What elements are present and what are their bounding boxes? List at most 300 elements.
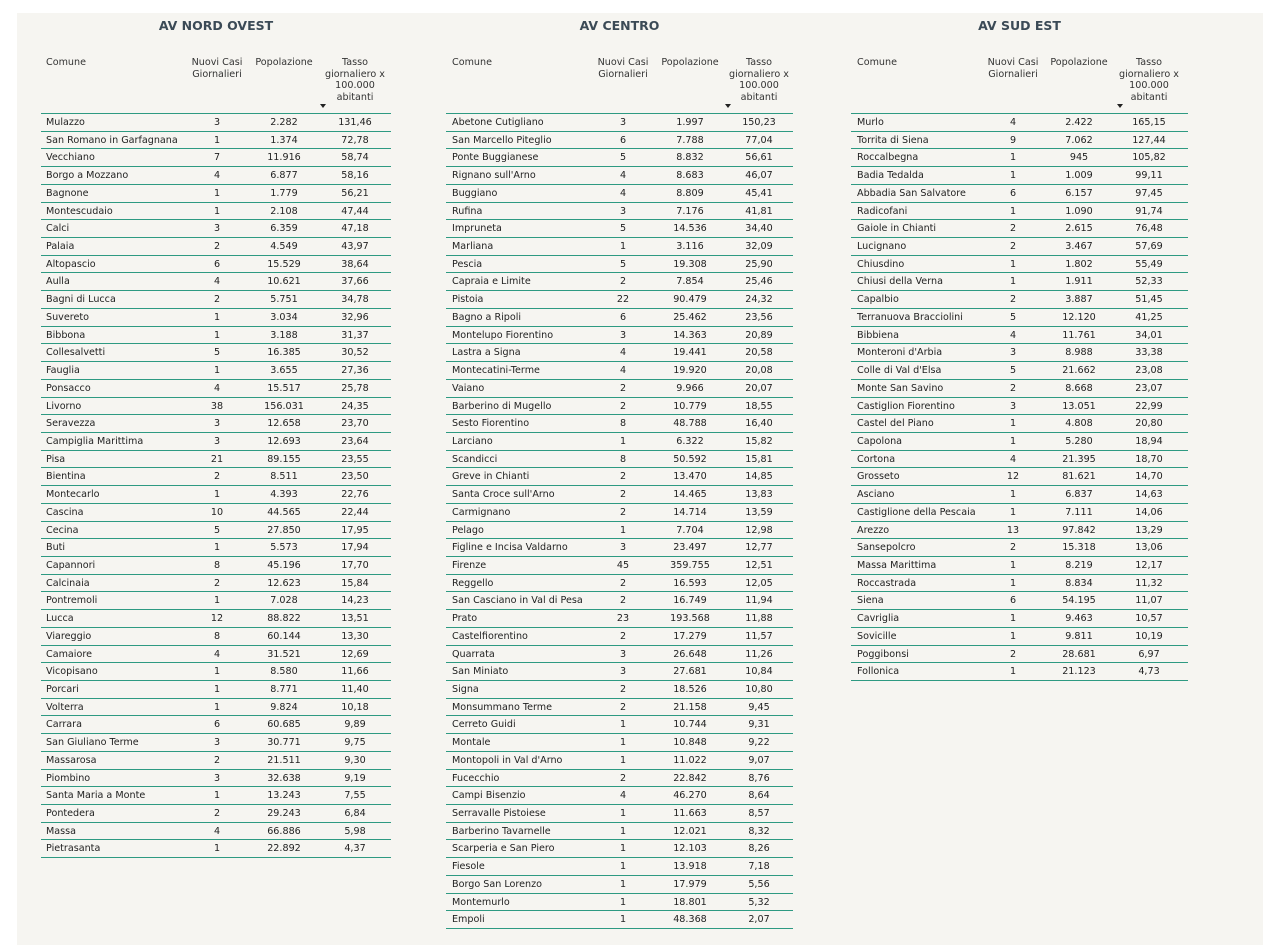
cell-comune: Calci [46,223,70,235]
cell-nuovi-casi: 3 [1009,347,1017,359]
cell-tasso: 11,57 [745,630,773,642]
cell-tasso: 37,66 [341,276,369,288]
cell-nuovi-casi: 3 [213,772,221,784]
cell-popolazione: 8.580 [270,666,298,678]
cell-comune: Suvereto [46,311,90,323]
cell-popolazione: 88.822 [267,613,301,625]
sort-desc-icon[interactable] [725,104,731,108]
table-row [851,415,1188,433]
cell-tasso: 5,98 [344,825,366,837]
header-tasso[interactable]: Tasso giornaliero x 100.000 abitanti [1119,57,1179,104]
cell-popolazione: 12.120 [1062,311,1096,323]
cell-popolazione: 90.479 [673,294,707,306]
table-row [41,787,391,805]
cell-comune: Abetone Cutigliano [452,117,544,128]
cell-tasso: 23,64 [341,435,369,447]
cell-tasso: 8,26 [748,843,770,855]
cell-nuovi-casi: 2 [213,471,221,483]
cell-nuovi-casi: 2 [619,400,627,412]
table-row [41,309,391,327]
cell-comune: Castelfiorentino [452,630,528,642]
table-row [446,628,793,646]
cell-nuovi-casi: 2 [213,754,221,766]
cell-popolazione: 14.465 [673,489,707,501]
cell-comune: Montemurlo [452,896,510,908]
cell-popolazione: 18.526 [673,684,707,695]
cell-comune: Signa [452,684,479,695]
cell-popolazione: 11.022 [673,754,707,766]
cell-tasso: 77,04 [745,134,773,146]
cell-comune: Poggibonsi [857,648,909,660]
cell-nuovi-casi: 5 [213,524,221,536]
cell-tasso: 14,06 [1135,506,1163,518]
cell-nuovi-casi: 6 [619,311,627,323]
cell-comune: Lucignano [857,241,907,253]
cell-nuovi-casi: 6 [213,258,221,270]
cell-nuovi-casi: 1 [213,684,221,695]
cell-popolazione: 8.771 [270,684,298,695]
cell-comune: Campi Bisenzio [452,790,526,802]
cell-tasso: 4,37 [344,843,366,855]
cell-tasso: 41,25 [1135,311,1163,323]
table-row [41,539,391,557]
table-row [446,149,793,167]
table-row [446,787,793,805]
cell-nuovi-casi: 2 [1009,223,1017,235]
cell-tasso: 23,56 [745,311,773,323]
cell-tasso: 11,94 [745,595,773,607]
table-row [41,486,391,504]
cell-tasso: 9,89 [344,719,366,731]
table-row [851,132,1188,150]
cell-tasso: 11,40 [341,684,369,695]
cell-popolazione: 3.467 [1065,241,1093,253]
table-row [41,770,391,788]
cell-popolazione: 7.854 [676,276,704,288]
table-row [446,309,793,327]
header-tasso[interactable]: Tasso giornaliero x 100.000 abitanti [729,57,789,104]
cell-tasso: 8,57 [748,808,770,820]
header-nuovi-casi: Nuovi Casi Giornalieri [597,57,649,80]
cell-comune: Castiglion Fiorentino [857,400,955,412]
table-row [851,114,1188,132]
cell-comune: Montelupo Fiorentino [452,329,554,341]
cell-nuovi-casi: 3 [619,117,627,128]
table-row [41,734,391,752]
cell-nuovi-casi: 1 [1009,506,1017,518]
cell-nuovi-casi: 3 [213,117,221,128]
cell-popolazione: 3.887 [1065,294,1093,306]
cell-tasso: 14,70 [1135,471,1163,483]
cell-tasso: 24,32 [745,294,773,306]
table-row [41,167,391,185]
table-row [41,344,391,362]
cell-comune: Rufina [452,205,483,217]
cell-comune: Murlo [857,117,884,128]
cell-popolazione: 7.062 [1065,134,1093,146]
cell-nuovi-casi: 5 [619,258,627,270]
table-row [446,486,793,504]
cell-comune: Montescudaio [46,205,113,217]
cell-tasso: 7,55 [344,790,366,802]
cell-tasso: 41,81 [745,205,773,217]
cell-nuovi-casi: 2 [213,241,221,253]
cell-popolazione: 15.517 [267,382,301,394]
cell-nuovi-casi: 1 [1009,489,1017,501]
cell-popolazione: 15.318 [1062,542,1096,554]
table-row [41,699,391,717]
cell-popolazione: 10.744 [673,719,707,731]
cell-popolazione: 60.685 [267,719,301,731]
table-row [446,451,793,469]
cell-comune: Montecarlo [46,489,100,501]
cell-nuovi-casi: 5 [619,223,627,235]
cell-nuovi-casi: 3 [213,737,221,749]
cell-nuovi-casi: 2 [213,577,221,589]
cell-popolazione: 21.662 [1062,365,1096,377]
table-row [851,238,1188,256]
cell-comune: Arezzo [857,524,890,536]
sort-desc-icon[interactable] [1117,104,1123,108]
cell-tasso: 34,78 [341,294,369,306]
cell-tasso: 12,77 [745,542,773,554]
cell-comune: Quarrata [452,648,495,660]
cell-popolazione: 14.536 [673,223,707,235]
table-row [446,185,793,203]
cell-nuovi-casi: 12 [1006,471,1020,483]
table-row [851,451,1188,469]
cell-popolazione: 11.916 [267,152,301,164]
cell-nuovi-casi: 2 [1009,294,1017,306]
cell-nuovi-casi: 1 [619,808,627,820]
cell-popolazione: 8.834 [1065,577,1093,589]
cell-tasso: 8,76 [748,772,770,784]
table-row [851,256,1188,274]
cell-popolazione: 1.374 [270,134,298,146]
table-row [446,167,793,185]
cell-tasso: 76,48 [1135,223,1163,235]
cell-popolazione: 18.801 [673,896,707,908]
cell-nuovi-casi: 2 [619,684,627,695]
cell-comune: Palaia [46,241,75,253]
cell-popolazione: 30.771 [267,737,301,749]
cell-popolazione: 50.592 [673,453,707,465]
cell-tasso: 15,81 [745,453,773,465]
cell-popolazione: 44.565 [267,506,301,518]
cell-comune: Montecatini-Terme [452,365,540,377]
cell-nuovi-casi: 1 [1009,630,1017,642]
header-tasso[interactable]: Tasso giornaliero x 100.000 abitanti [325,57,385,104]
table-row [851,309,1188,327]
cell-comune: Santa Maria a Monte [46,790,146,802]
cell-popolazione: 15.529 [267,258,301,270]
cell-tasso: 23,07 [1135,382,1163,394]
table-row [446,858,793,876]
sort-desc-icon[interactable] [320,104,326,108]
cell-comune: Calcinaia [46,577,90,589]
cell-comune: Vicopisano [46,666,98,678]
cell-tasso: 17,70 [341,559,369,571]
cell-comune: Sansepolcro [857,542,916,554]
cell-nuovi-casi: 2 [1009,648,1017,660]
cell-tasso: 127,44 [1132,134,1166,146]
table-row [446,327,793,345]
cell-nuovi-casi: 21 [210,453,224,465]
table-row [446,362,793,380]
cell-nuovi-casi: 1 [213,134,221,146]
cell-comune: Camaiore [46,648,92,660]
cell-popolazione: 29.243 [267,808,301,820]
cell-tasso: 91,74 [1135,205,1163,217]
cell-nuovi-casi: 1 [1009,205,1017,217]
cell-comune: Monteroni d'Arbia [857,347,943,359]
cell-tasso: 2,07 [748,914,770,926]
cell-popolazione: 2.615 [1065,223,1093,235]
cell-nuovi-casi: 2 [619,382,627,394]
cell-popolazione: 8.511 [270,471,298,483]
cell-tasso: 32,96 [341,311,369,323]
table-header [851,57,1188,113]
cell-tasso: 5,56 [748,878,770,890]
header-nuovi-casi: Nuovi Casi Giornalieri [191,57,243,80]
table-row [446,610,793,628]
cell-popolazione: 9.463 [1065,613,1093,625]
table-row [446,132,793,150]
cell-popolazione: 8.832 [676,152,704,164]
table-row [446,203,793,221]
table-body [851,114,1188,681]
cell-popolazione: 3.188 [270,329,298,341]
cell-popolazione: 7.176 [676,205,704,217]
cell-nuovi-casi: 13 [1006,524,1020,536]
cell-nuovi-casi: 1 [619,878,627,890]
cell-nuovi-casi: 1 [1009,170,1017,182]
cell-nuovi-casi: 1 [213,329,221,341]
cell-comune: Viareggio [46,630,92,642]
cell-nuovi-casi: 2 [213,294,221,306]
cell-comune: Vecchiano [46,152,95,164]
cell-nuovi-casi: 4 [619,365,627,377]
cell-comune: Colle di Val d'Elsa [857,365,942,377]
cell-tasso: 12,05 [745,577,773,589]
table-row [41,327,391,345]
cell-popolazione: 2.282 [270,117,298,128]
cell-popolazione: 6.359 [270,223,298,235]
cell-comune: Cascina [46,506,84,518]
cell-comune: Borgo San Lorenzo [452,878,543,890]
table-row [446,823,793,841]
cell-nuovi-casi: 1 [619,843,627,855]
cell-tasso: 6,97 [1138,648,1160,660]
cell-comune: Santa Croce sull'Arno [452,489,555,501]
cell-tasso: 17,94 [341,542,369,554]
cell-comune: Figline e Incisa Valdarno [452,542,568,554]
cell-tasso: 165,15 [1132,117,1166,128]
cell-nuovi-casi: 1 [213,790,221,802]
table-row [446,504,793,522]
cell-tasso: 12,51 [745,559,773,571]
cell-comune: Montale [452,737,491,749]
cell-comune: Ponsacco [46,382,91,394]
cell-popolazione: 54.195 [1062,595,1096,607]
cell-popolazione: 1.911 [1065,276,1093,288]
cell-comune: Castiglione della Pescaia [857,506,976,518]
cell-comune: Siena [857,595,884,607]
cell-tasso: 25,90 [745,258,773,270]
cell-popolazione: 21.158 [673,701,707,713]
table-row [41,415,391,433]
cell-popolazione: 1.090 [1065,205,1093,217]
cell-popolazione: 14.714 [673,506,707,518]
cell-comune: Massarosa [46,754,97,766]
cell-tasso: 97,45 [1135,187,1163,199]
cell-tasso: 11,32 [1135,577,1163,589]
cell-popolazione: 16.385 [267,347,301,359]
cell-nuovi-casi: 1 [1009,258,1017,270]
cell-tasso: 10,18 [341,701,369,713]
cell-tasso: 150,23 [742,117,776,128]
cell-tasso: 4,73 [1138,666,1160,678]
cell-comune: Mulazzo [46,117,85,128]
cell-popolazione: 10.779 [673,400,707,412]
cell-comune: Rignano sull'Arno [452,170,536,182]
table-body [41,114,391,858]
table-row [41,628,391,646]
cell-nuovi-casi: 4 [619,347,627,359]
cell-popolazione: 26.648 [673,648,707,660]
cell-tasso: 38,64 [341,258,369,270]
region-title: AV NORD OVEST [158,18,274,33]
cell-popolazione: 13.051 [1062,400,1096,412]
table-row [41,752,391,770]
cell-nuovi-casi: 4 [1009,117,1017,128]
cell-nuovi-casi: 3 [213,435,221,447]
table-row [851,628,1188,646]
cell-comune: Cavriglia [857,613,900,625]
table-row [851,504,1188,522]
cell-tasso: 55,49 [1135,258,1163,270]
cell-nuovi-casi: 1 [213,843,221,855]
table-row [851,398,1188,416]
cell-tasso: 14,63 [1135,489,1163,501]
cell-popolazione: 19.308 [673,258,707,270]
cell-tasso: 9,07 [748,754,770,766]
table-row [446,539,793,557]
table-row [41,805,391,823]
cell-popolazione: 10.848 [673,737,707,749]
cell-popolazione: 1.997 [676,117,704,128]
table-row [41,185,391,203]
cell-comune: Borgo a Mozzano [46,170,129,182]
table-row [41,398,391,416]
table-row [446,344,793,362]
cell-comune: Roccastrada [857,577,917,589]
cell-comune: Bibbiena [857,329,899,341]
cell-comune: Roccalbegna [857,152,919,164]
cell-tasso: 22,99 [1135,400,1163,412]
cell-popolazione: 12.021 [673,825,707,837]
cell-nuovi-casi: 45 [616,559,630,571]
cell-tasso: 72,78 [341,134,369,146]
cell-tasso: 7,18 [748,861,770,873]
table-body [446,114,793,929]
cell-nuovi-casi: 2 [619,595,627,607]
cell-comune: Livorno [46,400,82,412]
table-row [41,840,391,858]
cell-tasso: 13,59 [745,506,773,518]
region-title: AV SUD EST [978,18,1061,33]
table-row [851,433,1188,451]
cell-popolazione: 11.761 [1062,329,1096,341]
cell-tasso: 18,94 [1135,435,1163,447]
cell-popolazione: 21.511 [267,754,301,766]
cell-tasso: 56,21 [341,187,369,199]
cell-comune: Campiglia Marittima [46,435,144,447]
cell-nuovi-casi: 2 [619,577,627,589]
cell-popolazione: 6.157 [1065,187,1093,199]
table-row [41,203,391,221]
cell-nuovi-casi: 1 [213,595,221,607]
cell-comune: Sesto Fiorentino [452,418,530,430]
cell-tasso: 9,22 [748,737,770,749]
table-row [446,681,793,699]
cell-popolazione: 4.549 [270,241,298,253]
cell-nuovi-casi: 1 [619,914,627,926]
cell-comune: San Romano in Garfagnana [46,134,178,146]
cell-popolazione: 13.243 [267,790,301,802]
header-nuovi-casi: Nuovi Casi Giornalieri [987,57,1039,80]
cell-comune: Monsummano Terme [452,701,553,713]
cell-nuovi-casi: 1 [619,754,627,766]
cell-popolazione: 48.368 [673,914,707,926]
cell-tasso: 20,08 [745,365,773,377]
cell-nuovi-casi: 5 [1009,365,1017,377]
cell-tasso: 15,82 [745,435,773,447]
cell-tasso: 27,36 [341,365,369,377]
cell-nuovi-casi: 3 [619,329,627,341]
cell-comune: Bientina [46,471,86,483]
cell-tasso: 8,32 [748,825,770,837]
cell-nuovi-casi: 1 [1009,152,1017,164]
cell-tasso: 14,85 [745,471,773,483]
cell-tasso: 14,23 [341,595,369,607]
cell-comune: Montopoli in Val d'Arno [452,754,563,766]
cell-popolazione: 45.196 [267,559,301,571]
cell-nuovi-casi: 1 [213,187,221,199]
cell-popolazione: 193.568 [670,613,710,625]
cell-comune: Scarperia e San Piero [452,843,555,855]
table-row [851,646,1188,664]
cell-comune: Pisa [46,453,66,465]
table-row [851,273,1188,291]
cell-tasso: 17,95 [341,524,369,536]
cell-tasso: 11,88 [745,613,773,625]
cell-tasso: 8,64 [748,790,770,802]
cell-comune: Sovicille [857,630,897,642]
table-row [446,433,793,451]
table-row [851,167,1188,185]
cell-comune: Fucecchio [452,772,500,784]
cell-tasso: 25,46 [745,276,773,288]
cell-nuovi-casi: 5 [213,347,221,359]
cell-comune: Follonica [857,666,900,678]
cell-nuovi-casi: 6 [1009,187,1017,199]
cell-tasso: 20,89 [745,329,773,341]
cell-popolazione: 2.108 [270,205,298,217]
cell-comune: Ponte Buggianese [452,152,539,164]
table-row [41,114,391,132]
cell-popolazione: 14.363 [673,329,707,341]
